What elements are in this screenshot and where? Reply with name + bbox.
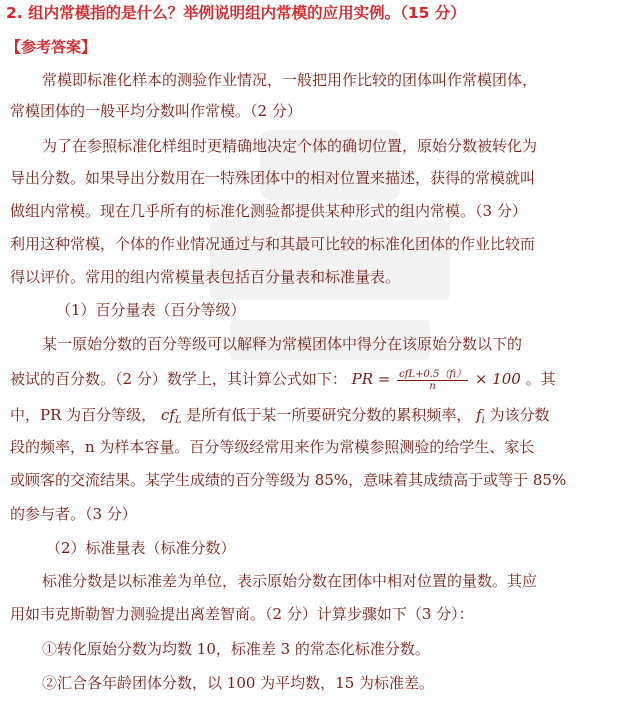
formula-trailing-text: 。其 — [525, 370, 556, 388]
paragraph-line: 用如韦克斯勒智力测验提出离差智商。（2 分）计算步骤如下（3 分）： — [10, 605, 474, 623]
step-item: ①转化原始分数为均数 10，标准差 3 的常态化标准分数。 — [42, 640, 430, 658]
paragraph-line: 常模即标准化样本的测验作业情况，一般把用作比较的团体叫作常模团体， — [42, 71, 538, 89]
paragraph-line: 的参与者。（3 分） — [10, 505, 137, 523]
step-item: ②汇合各年龄团体分数，以 100 为平均数，15 为标准差。 — [42, 674, 435, 692]
paragraph-line: 得以评价。常用的组内常模量表包括百分量表和标准量表。 — [10, 268, 401, 286]
percentile-formula — [352, 368, 521, 392]
paragraph-line — [10, 404, 550, 432]
symbol-cf: $cf_L$ — [160, 406, 182, 426]
formula-numerator: cfL+0.5（fi） — [399, 368, 467, 380]
formula-rhs: × 100 — [474, 370, 521, 389]
paragraph-line: 导出分数。如果导出分数用在一特殊团体中的相对位置来描述，获得的常模就叫 — [10, 169, 536, 187]
symbol-f: $f_i$ — [476, 406, 485, 426]
formula-line — [10, 368, 556, 392]
paragraph-line: 常模团体的一般平均分数叫作常模。（2 分） — [10, 102, 302, 120]
answer-label: 【参考答案】 — [6, 38, 97, 56]
formula-lhs: PR = — [351, 370, 391, 389]
definition-cf: 是所有低于某一所要研究分数的累积频率， — [186, 406, 472, 424]
formula-intro-text: 被试的百分数。（2 分）数学上，其计算公式如下： — [10, 370, 347, 388]
definition-pr: 中，PR 为百分等级， — [10, 406, 157, 424]
paragraph-line: 标准分数是以标准差为单位，表示原始分数在团体中相对位置的量数。其应 — [42, 572, 538, 590]
paragraph-line: 做组内常模。现在几乎所有的标准化测验都提供某种形式的组内常模。（3 分） — [10, 202, 527, 220]
section-heading: （2）标准量表（标准分数） — [46, 539, 236, 557]
definition-f: 为该分数 — [489, 406, 550, 424]
question-heading: 2. 组内常模指的是什么？举例说明组内常模的应用实例。（15 分） — [6, 4, 466, 22]
paragraph-line: 或顾客的交流结果。某学生成绩的百分等级为 85%，意味着其成绩高于或等于 85% — [10, 471, 567, 489]
paragraph-line: 某一原始分数的百分等级可以解释为常模团体中得分在该原始分数以下的 — [42, 335, 523, 353]
paragraph-line: 段的频率，n 为样本容量。百分等级经常用来作为常模参照测验的给学生、家长 — [10, 438, 535, 456]
paragraph-line: 利用这种常模，个体的作业情况通过与和其最可比较的标准化团体的作业比较而 — [10, 235, 536, 253]
section-heading: （1）百分量表（百分等级） — [56, 301, 246, 319]
paragraph-line: 为了在参照标准化样组时更精确地决定个体的确切位置，原始分数被转化为 — [42, 137, 538, 155]
formula-fraction — [397, 369, 468, 392]
formula-denominator: n — [429, 380, 436, 392]
